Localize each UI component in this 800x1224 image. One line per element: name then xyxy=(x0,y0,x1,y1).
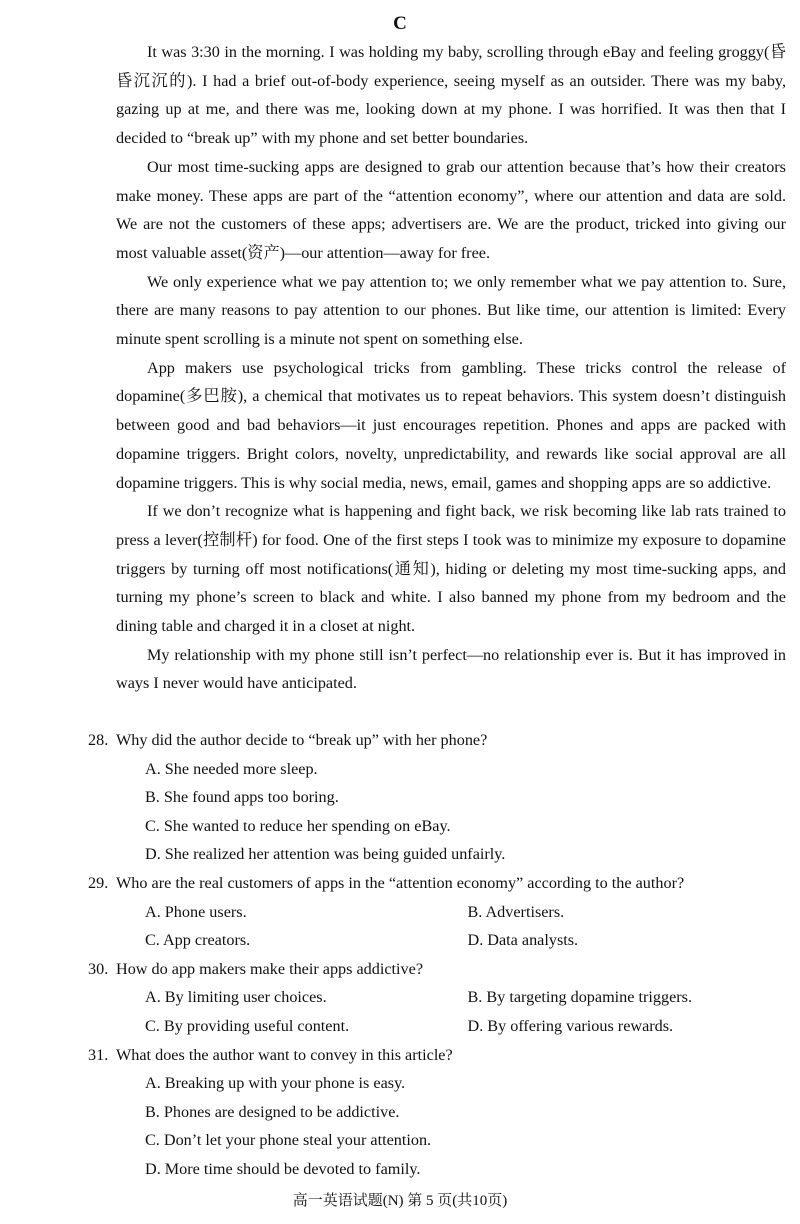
option-c: C. By providing useful content. xyxy=(145,1016,350,1035)
question-number: 30. xyxy=(88,959,109,978)
option-b: B. Phones are designed to be addictive. xyxy=(145,1102,400,1121)
question-number: 31. xyxy=(88,1045,109,1064)
question-30 xyxy=(88,955,790,1041)
passage-paragraph: We only experience what we pay attention to; we only remember what we pay attention to. Sure, there are many reasons to pay attention to our phones. But like time, our attention is limited: Every minute spent scrolling is a minute not spent on something else. xyxy=(116,272,786,349)
option-d: D. Data analysts. xyxy=(467,931,579,950)
option-b: B. By targeting dopamine triggers. xyxy=(467,988,692,1007)
page-footer: 高一英语试题(N) 第 5 页(共10页) xyxy=(292,1193,508,1209)
question-stem: Who are the real customers of apps in the “attention economy” according to the author? xyxy=(116,873,685,892)
question-stem: What does the author want to convey in this article? xyxy=(116,1045,453,1064)
option-b: B. Advertisers. xyxy=(467,902,565,921)
question-number: 28. xyxy=(88,731,109,749)
passage-paragraph: It was 3:30 in the morning. I was holding my baby, scrolling through eBay and feeling groggy(昏昏沉沉的). I had a brief out-of-body experience, seeing myself as an outsider. There was my baby, gazing up at me, and there was me, looking down at my phone. I was horrified. It was then that I decided to “break up” with my phone and set better boundaries. xyxy=(116,43,786,148)
option-c: C. She wanted to reduce her spending on eBay. xyxy=(145,816,451,835)
question-stem: How do app makers make their apps addictive? xyxy=(116,959,424,978)
option-a: A. Breaking up with your phone is easy. xyxy=(145,1074,406,1093)
question-31 xyxy=(88,1041,790,1184)
reading-passage xyxy=(116,38,786,698)
option-a: A. By limiting user choices. xyxy=(145,988,327,1007)
question-stem: Why did the author decide to “break up” with her phone? xyxy=(116,731,488,749)
passage-paragraph: Our most time-sucking apps are designed to grab our attention because that’s how their creators make money. These apps are part of the “attention economy”, where our attention and data are sold. We are not the customers of these apps; advertisers are. We are the product, tricked into giving our most valuable asset(资产)—our attention—away for free. xyxy=(116,157,786,262)
option-c: C. App creators. xyxy=(145,931,251,950)
section-letter: C xyxy=(393,13,407,34)
option-b: B. She found apps too boring. xyxy=(145,788,339,807)
option-d: D. She realized her attention was being guided unfairly. xyxy=(145,845,506,864)
option-d: D. More time should be devoted to family. xyxy=(145,1159,421,1178)
question-28 xyxy=(88,726,790,869)
question-number: 29. xyxy=(88,873,109,892)
option-d: D. By offering various rewards. xyxy=(467,1016,674,1035)
passage-paragraph: My relationship with my phone still isn’t perfect—no relationship ever is. But it has improved in ways I never would have anticipated. xyxy=(116,645,786,693)
question-29 xyxy=(88,869,790,955)
option-a: A. She needed more sleep. xyxy=(145,759,318,778)
option-a: A. Phone users. xyxy=(145,902,247,921)
passage-paragraph: App makers use psychological tricks from gambling. These tricks control the release of dopamine(多巴胺), a chemical that motivates us to repeat behaviors. This system doesn’t distinguish between good and bad behaviors—it just encourages repetition. Phones and apps are packed with dopamine triggers. Bright colors, novelty, unpredictability, and rewards like social approval are all dopamine triggers. This is why social media, news, email, games and shopping apps are so addictive. xyxy=(116,358,786,492)
option-c: C. Don’t let your phone steal your attention. xyxy=(145,1131,432,1150)
passage-paragraph: If we don’t recognize what is happening and fight back, we risk becoming like lab rats trained to press a lever(控制杆) for food. One of the first steps I took was to minimize my exposure to dopamine triggers by turning off most notifications(通知), hiding or deleting my most time-sucking apps, and turning my phone’s screen to black and white. I also banned my phone from my bedroom and the dining table and charged it in a closet at night. xyxy=(116,502,786,636)
question-list xyxy=(88,726,790,1184)
